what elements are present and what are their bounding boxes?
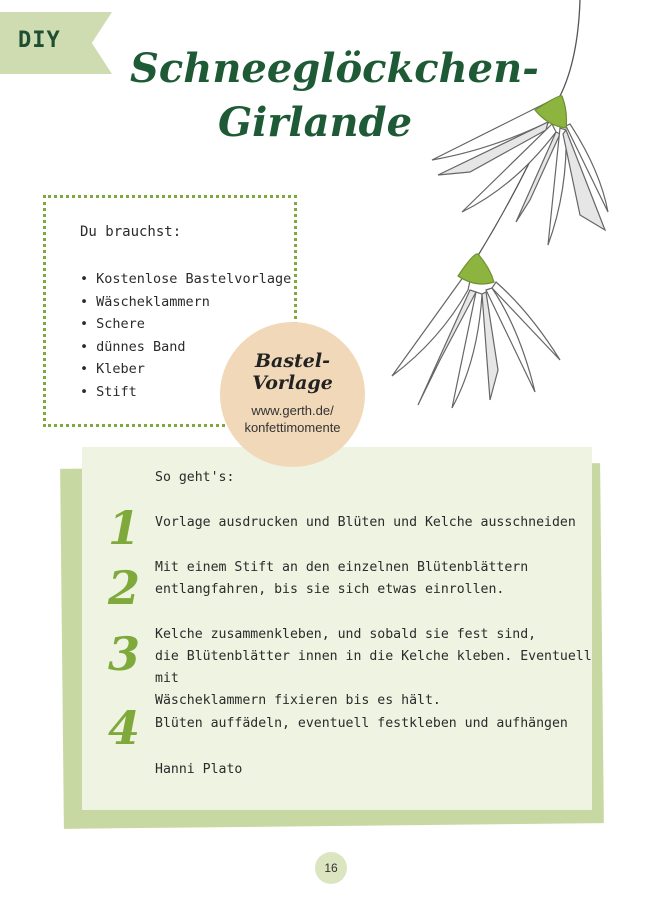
step-number: 4 xyxy=(108,701,141,755)
step-number: 3 xyxy=(108,627,141,681)
step-line: Vorlage ausdrucken und Blüten und Kelche ausschneiden xyxy=(155,515,576,530)
step-line: die Blütenblätter innen in die Kelche kleben. Eventuell mit xyxy=(155,649,592,686)
step-number: 2 xyxy=(108,561,141,615)
step-text xyxy=(155,512,576,534)
step-number: 1 xyxy=(108,501,141,555)
snowdrop-flowers-illustration xyxy=(380,0,654,420)
instructions-panel xyxy=(82,447,592,810)
materials-item: • Kostenlose Bastelvorlage xyxy=(80,268,291,291)
title-line-2: Girlande xyxy=(217,99,413,146)
instructions-heading: So geht's: xyxy=(155,470,235,485)
step-line: Blüten auffädeln, eventuell festkleben und aufhängen xyxy=(155,716,568,731)
step-text xyxy=(155,624,592,712)
materials-heading: Du brauchst: xyxy=(80,224,182,240)
template-badge xyxy=(220,322,365,467)
step-text xyxy=(155,713,568,735)
page-number: 16 xyxy=(315,852,347,884)
diy-label: DIY xyxy=(18,28,61,53)
materials-item: • Schere xyxy=(80,313,291,336)
step-text xyxy=(155,557,528,601)
step-line: Wäscheklammern fixieren bis es hält. xyxy=(155,693,441,708)
lower-flower xyxy=(392,254,560,408)
materials-item: • Stift xyxy=(80,381,291,404)
materials-item: • Kleber xyxy=(80,358,291,381)
materials-item: • Wäscheklammern xyxy=(80,291,291,314)
materials-item: • dünnes Band xyxy=(80,336,291,359)
badge-title: Bastel- Vorlage xyxy=(252,350,333,394)
badge-url[interactable]: www.gerth.de/ konfettimomente xyxy=(244,403,341,435)
step-line: entlangfahren, bis sie sich etwas einrollen. xyxy=(155,582,505,597)
step-line: Mit einem Stift an den einzelnen Blütenblättern xyxy=(155,560,529,575)
upper-flower xyxy=(432,96,608,245)
author-name: Hanni Plato xyxy=(155,762,243,777)
title-line-1: Schneeglöckchen- xyxy=(130,45,539,92)
step-line: Kelche zusammenkleben, und sobald sie fest sind, xyxy=(155,627,537,642)
